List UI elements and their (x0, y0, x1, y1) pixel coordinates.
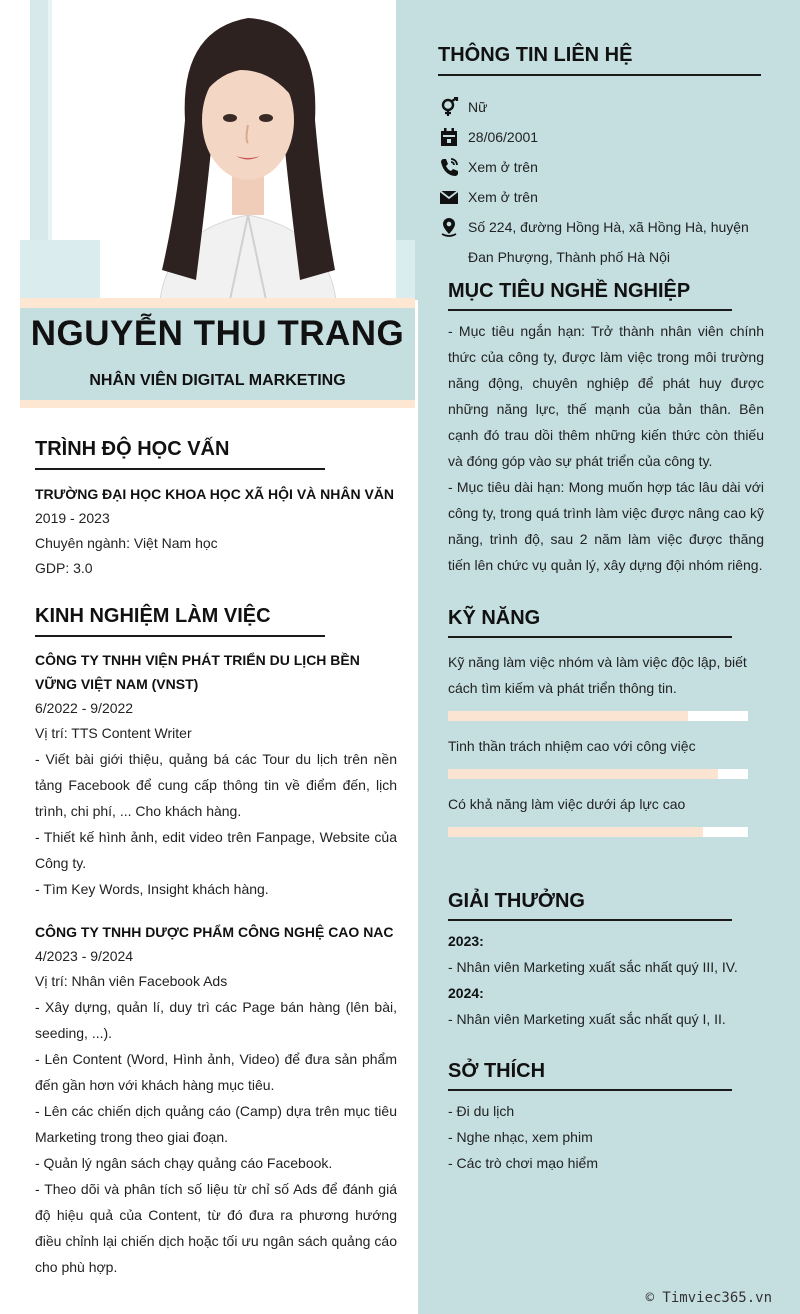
skill-item (448, 649, 748, 721)
hobbies-rule (448, 1089, 732, 1091)
skill-bar (448, 769, 748, 779)
hobby-item: - Đi du lịch (448, 1103, 515, 1119)
avatar (100, 0, 396, 300)
contact-email-value: Xem ở trên (468, 189, 538, 205)
award-year: 2023: (448, 933, 484, 949)
awards-rule (448, 919, 732, 921)
contact-rule (438, 74, 761, 76)
skill-item (448, 791, 748, 837)
education-major: Chuyên ngành: Việt Nam học (35, 535, 218, 551)
hobby-item: - Các trò chơi mạo hiểm (448, 1155, 599, 1171)
education-title: TRÌNH ĐỘ HỌC VẤN (35, 438, 230, 460)
education-section (35, 482, 397, 581)
job-duty: - Quản lý ngân sách chạy quảng cáo Facebook. (35, 1155, 333, 1171)
skill-item (448, 733, 748, 779)
candidate-name: NGUYỄN THU TRANG (30, 314, 405, 353)
skills-rule (448, 636, 732, 638)
award-text: - Nhân viên Marketing xuất sắc nhất quý III, IV. (448, 959, 738, 975)
job-company: CÔNG TY TNHH VIỆN PHÁT TRIỂN DU LỊCH BỀN VỮNG VIỆT NAM (VNST) (35, 652, 360, 692)
mail-icon (438, 186, 460, 208)
cream-accent-bar-bottom (20, 400, 415, 408)
job-company: CÔNG TY TNHH DƯỢC PHẨM CÔNG NGHỆ CAO NAC (35, 924, 394, 940)
calendar-icon (438, 126, 460, 148)
job-duty: - Thiết kế hình ảnh, edit video trên Fanpage, Website của Công ty. (35, 829, 397, 871)
job-duty: - Lên Content (Word, Hình ảnh, Video) để đưa sản phẩm đến gần hơn với khách hàng mục tiêu. (35, 1051, 397, 1093)
watermark: © Timviec365.vn (645, 1290, 772, 1306)
job-duty: - Tìm Key Words, Insight khách hàng. (35, 881, 269, 897)
experience-title: KINH NGHIỆM LÀM VIỆC (35, 605, 271, 627)
contact-address-line1: Số 224, đường Hồng Hà, xã Hồng Hà, huyện (468, 219, 749, 235)
contact-phone (438, 152, 778, 182)
job-period: 4/2023 - 9/2024 (35, 948, 134, 964)
contact-address-line2: Đan Phượng, Thành phố Hà Nội (468, 249, 670, 265)
hobby-item: - Nghe nhạc, xem phim (448, 1129, 593, 1145)
phone-icon (438, 156, 460, 178)
job-duty: - Xây dựng, quản lí, duy trì các Page bán hàng (lên bài, seeding, ...). (35, 999, 397, 1041)
experience-rule (35, 635, 325, 637)
skill-bar (448, 827, 748, 837)
contact-title: THÔNG TIN LIÊN HỆ (438, 44, 633, 66)
contact-address (438, 212, 778, 242)
cream-accent-bar (20, 298, 415, 308)
job-duty: - Viết bài giới thiệu, quảng bá các Tour du lịch trên nền tảng Facebook để cung cấp thông tin về điểm đến, lịch trình, chi phí, ... Cho khách hàng. (35, 751, 397, 819)
awards-section (448, 928, 764, 1032)
hobbies-title: SỞ THÍCH (448, 1060, 546, 1082)
contact-gender (438, 92, 778, 122)
objective-short-term: - Mục tiêu ngắn hạn: Trở thành nhân viên chính thức của công ty, được làm việc trong môi trường năng động, chuyên nghiệp để phát huy được những năng lực, thế mạnh của bản thân. Bên cạnh đó trau dồi thêm những kiến thức còn thiếu và đóng góp vào sự phát triển của công ty. (448, 323, 764, 469)
candidate-role: NHÂN VIÊN DIGITAL MARKETING (89, 372, 346, 389)
objective-title: MỤC TIÊU NGHỀ NGHIỆP (448, 280, 691, 302)
contact-phone-value: Xem ở trên (468, 159, 538, 175)
skill-bar-fill (448, 769, 718, 779)
education-gpa: GDP: 3.0 (35, 560, 93, 576)
contact-address-cont (438, 242, 778, 272)
objective-section (448, 318, 764, 578)
award-year: 2024: (448, 985, 484, 1001)
skill-label: Kỹ năng làm việc nhóm và làm việc độc lập, biết cách tìm kiếm và phát triển thông tin. (448, 654, 747, 696)
left-decor-line (48, 0, 52, 250)
objective-long-term: - Mục tiêu dài hạn: Mong muốn hợp tác lâu dài với công ty, trong quá trình làm việc được nâng cao kỹ năng, trình độ, sau 2 năm làm việc được thăng tiến lên chức vụ quản lý, xây dựng đội nhóm riêng. (448, 479, 764, 573)
left-decor-strip (30, 0, 48, 250)
job-item (35, 920, 397, 1280)
education-years: 2019 - 2023 (35, 510, 110, 526)
job-duty: - Theo dõi và phân tích số liệu từ chỉ số Ads để đánh giá độ hiệu quả của Content, từ đó đưa ra phương hướng điều chỉnh lại chiến dịch hoặc tối ưu ngân sách quảng cáo cho phù hợp. (35, 1181, 397, 1275)
contact-gender-value: Nữ (468, 99, 488, 115)
hobbies-section (448, 1098, 764, 1176)
job-duty: - Lên các chiến dịch quảng cáo (Camp) dựa trên mục tiêu Marketing trong theo giai đoạn. (35, 1103, 397, 1145)
objective-rule (448, 309, 732, 311)
education-rule (35, 468, 325, 470)
job-period: 6/2022 - 9/2022 (35, 700, 134, 716)
location-icon (438, 216, 460, 238)
contact-section (438, 92, 778, 272)
skill-bar (448, 711, 748, 721)
award-text: - Nhân viên Marketing xuất sắc nhất quý I, II. (448, 1011, 726, 1027)
gender-icon (438, 96, 460, 118)
job-position: Vị trí: Nhân viên Facebook Ads (35, 973, 228, 989)
skill-bar-fill (448, 711, 688, 721)
skill-label: Tinh thần trách nhiệm cao với công việc (448, 738, 696, 754)
experience-section (35, 648, 397, 1280)
portrait-illustration (100, 0, 396, 300)
job-position: Vị trí: TTS Content Writer (35, 725, 192, 741)
contact-email (438, 182, 778, 212)
skills-section (448, 649, 748, 837)
contact-birthday (438, 122, 778, 152)
skills-title: KỸ NĂNG (448, 607, 541, 629)
job-item (35, 648, 397, 902)
skill-label: Có khả năng làm việc dưới áp lực cao (448, 796, 686, 812)
contact-birthday-value: 28/06/2001 (468, 129, 539, 145)
skill-bar-fill (448, 827, 703, 837)
education-school: TRƯỜNG ĐẠI HỌC KHOA HỌC XÃ HỘI VÀ NHÂN VĂN (35, 486, 395, 502)
awards-title: GIẢI THƯỞNG (448, 890, 585, 912)
